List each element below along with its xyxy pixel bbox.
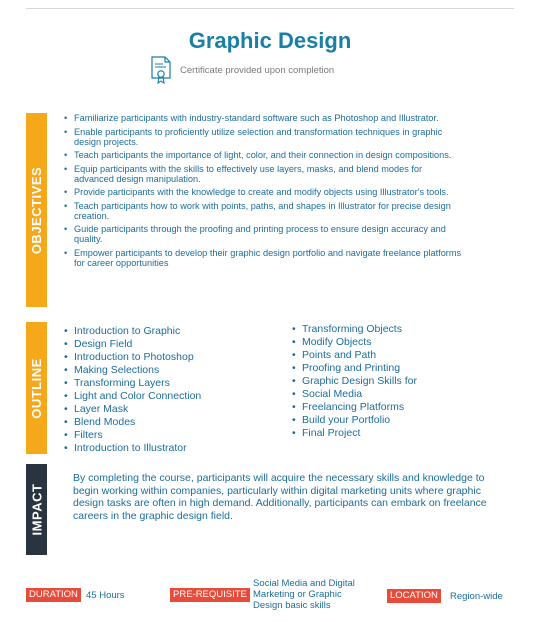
objectives-label — [26, 113, 47, 307]
list-item: • Introduction to Photoshop — [64, 351, 274, 364]
list-item: • Guide participants through the proofing and printing process to ensure design accuracy and quality. — [64, 224, 464, 244]
prerequisite-tag: PRE-REQUISITE — [170, 588, 250, 602]
outline-label — [26, 322, 47, 454]
list-item: • Introduction to Graphic — [64, 325, 274, 338]
impact-label-text: IMPACT — [29, 483, 44, 536]
list-item: • Teach participants the importance of light, color, and their connection in design compositions. — [64, 150, 464, 160]
list-item: • Social Media — [292, 388, 502, 401]
impact-text: By completing the course, participants will acquire the necessary skills and knowledge to begin working within companies, particularly within digital marketing units where graphic design tasks are often in high demand. Additionally, participants can embark on freelance careers in the graphic design field. — [73, 472, 487, 522]
location-tag: LOCATION — [387, 589, 441, 603]
list-item: • Filters — [64, 429, 274, 442]
list-item: • Enable participants to proficiently utilize selection and transformation techniques in graphic design projects. — [64, 127, 464, 147]
objectives-label-text: OBJECTIVES — [29, 166, 45, 254]
outline-list-left — [64, 325, 274, 455]
objectives-list — [64, 113, 464, 271]
list-item: • Graphic Design Skills for — [292, 375, 502, 388]
list-item: • Provide participants with the knowledge to create and modify objects using Illustrator's tools. — [64, 187, 464, 197]
certificate-icon — [150, 56, 172, 84]
top-divider — [26, 8, 514, 9]
outline-list-right — [292, 323, 502, 440]
list-item: • Points and Path — [292, 349, 502, 362]
list-item: • Proofing and Printing — [292, 362, 502, 375]
list-item: • Final Project — [292, 427, 502, 440]
list-item: • Modify Objects — [292, 336, 502, 349]
list-item: • Making Selections — [64, 364, 274, 377]
list-item: • Empower participants to develop their graphic design portfolio and navigate freelance platforms for career opportunities — [64, 248, 464, 268]
page-title: Graphic Design — [188, 28, 352, 53]
list-item: • Blend Modes — [64, 416, 274, 429]
list-item: • Design Field — [64, 338, 274, 351]
list-item: • Build your Portfolio — [292, 414, 502, 427]
prerequisite-value: Social Media and Digital Marketing or Graphic Design basic skills — [253, 578, 355, 611]
list-item: • Familiarize participants with industry-standard software such as Photoshop and Illustrator. — [64, 113, 464, 123]
list-item: • Transforming Layers — [64, 377, 274, 390]
list-item: • Equip participants with the skills to effectively use layers, masks, and blend modes for advanced design manipulation. — [64, 164, 464, 184]
list-item: • Teach participants how to work with points, paths, and shapes in Illustrator for precise design creation. — [64, 201, 464, 221]
impact-label — [26, 464, 47, 555]
list-item: • Freelancing Platforms — [292, 401, 502, 414]
certificate-note — [150, 56, 334, 84]
list-item: • Layer Mask — [64, 403, 274, 416]
list-item: • Light and Color Connection — [64, 390, 274, 403]
certificate-text: Certificate provided upon completion — [180, 64, 335, 76]
list-item: • Introduction to Illustrator — [64, 442, 274, 455]
list-item: • Transforming Objects — [292, 323, 502, 336]
location-value: Region-wide — [450, 591, 503, 602]
duration-value: 45 Hours — [86, 590, 125, 601]
outline-label-text: OUTLINE — [29, 357, 44, 419]
duration-tag: DURATION — [26, 588, 81, 602]
